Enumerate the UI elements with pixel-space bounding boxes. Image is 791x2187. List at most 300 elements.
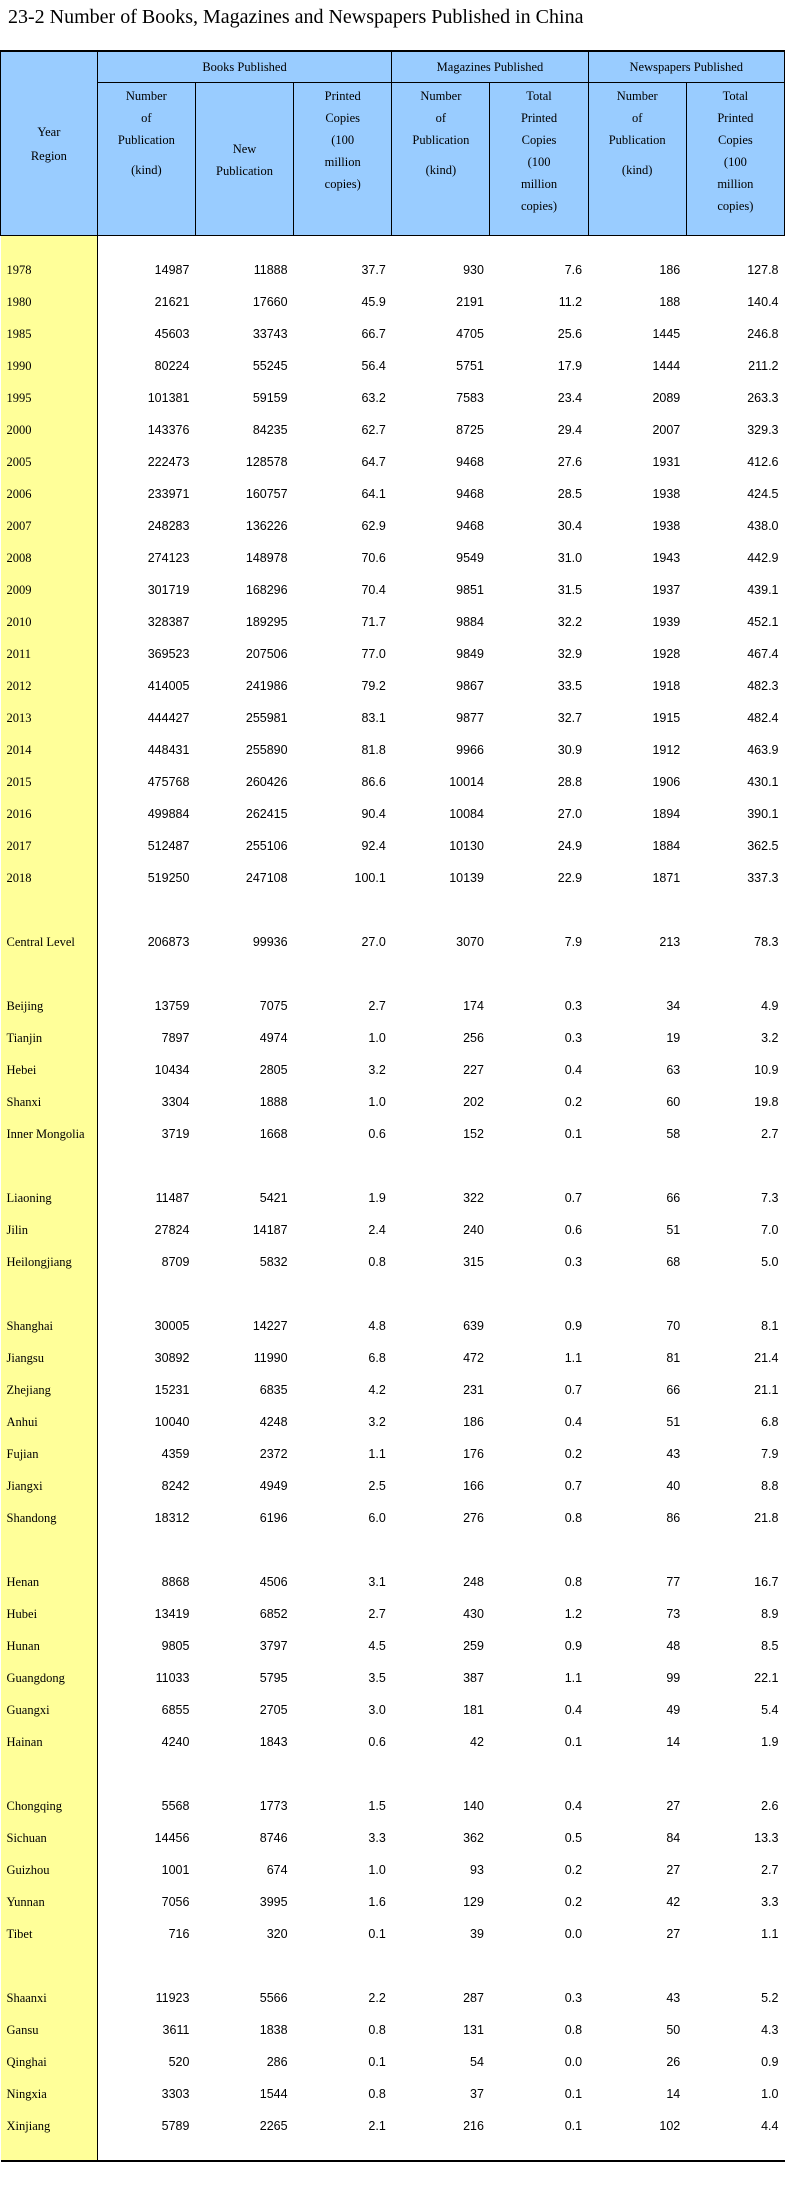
- table-cell: 186: [659, 263, 681, 277]
- table-cell: 19: [666, 1031, 681, 1045]
- table-cell: 1.1: [761, 1927, 779, 1941]
- table-row: [1, 318, 785, 350]
- table-cell: 1939: [652, 615, 681, 629]
- table-cell: 45603: [154, 327, 190, 341]
- table-cell: 320: [266, 1927, 288, 1941]
- table-cell: 27.6: [557, 455, 583, 469]
- table-cell: 5789: [161, 2119, 190, 2133]
- table-row: [1, 1662, 785, 1694]
- table-cell: 4.2: [368, 1383, 386, 1397]
- table-cell: 1.0: [761, 2087, 779, 2101]
- table-cell: 14: [666, 1735, 681, 1749]
- row-label: 2005: [1, 446, 98, 478]
- table-row: [1, 1214, 785, 1246]
- row-label: Sichuan: [1, 1822, 98, 1854]
- table-cell: 3.1: [368, 1575, 386, 1589]
- table-cell: 160757: [245, 487, 288, 501]
- table-cell: 387: [463, 1671, 484, 1685]
- table-row: [1, 1598, 785, 1630]
- table-cell: 337.3: [747, 871, 779, 885]
- table-cell: 0.1: [368, 2055, 386, 2069]
- table-cell: 231: [463, 1383, 484, 1397]
- table-cell: 152: [463, 1127, 484, 1141]
- table-cell: 255890: [245, 743, 288, 757]
- table-cell: 9851: [456, 583, 484, 597]
- table-cell: 263.3: [747, 391, 779, 405]
- table-cell: 19.8: [754, 1095, 779, 1109]
- table-row: [1, 1566, 785, 1598]
- table-cell: 5832: [259, 1255, 288, 1269]
- table-cell: 6196: [259, 1511, 288, 1525]
- table-cell: 27.0: [361, 935, 386, 949]
- table-cell: 0.9: [761, 2055, 779, 2069]
- table-cell: 322: [463, 1191, 484, 1205]
- table-cell: 3.2: [368, 1063, 386, 1077]
- row-label: 2007: [1, 510, 98, 542]
- table-cell: 2705: [259, 1703, 288, 1717]
- table-cell: 93: [470, 1863, 484, 1877]
- table-cell: 17.9: [557, 359, 583, 373]
- table-cell: 472: [463, 1351, 484, 1365]
- spacer-row: [1, 894, 785, 926]
- table-row: [1, 798, 785, 830]
- table-cell: 174: [463, 999, 484, 1013]
- table-cell: 21.4: [754, 1351, 779, 1365]
- table-cell: 70.6: [361, 551, 386, 565]
- table-cell: 78.3: [754, 935, 779, 949]
- table-cell: 5751: [456, 359, 484, 373]
- table-cell: 206873: [147, 935, 190, 949]
- table-row: [1, 1118, 785, 1150]
- table-cell: 71.7: [361, 615, 386, 629]
- table-row: [1, 2110, 785, 2142]
- table-cell: 2805: [259, 1063, 288, 1077]
- table-body: [1, 236, 785, 2162]
- table-cell: 248: [463, 1575, 484, 1589]
- table-cell: 14187: [252, 1223, 288, 1237]
- table-cell: 520: [168, 2055, 190, 2069]
- table-cell: 66.7: [361, 327, 386, 341]
- table-cell: 17660: [252, 295, 288, 309]
- table-cell: 4506: [259, 1575, 288, 1589]
- table-row: [1, 1342, 785, 1374]
- table-cell: 0.8: [368, 2087, 386, 2101]
- table-row: [1, 2078, 785, 2110]
- row-label: 2011: [1, 638, 98, 670]
- table-cell: 3070: [456, 935, 484, 949]
- table-cell: 0.4: [564, 1703, 583, 1717]
- table-cell: 23.4: [557, 391, 583, 405]
- table-cell: 64.1: [361, 487, 386, 501]
- table-cell: 482.4: [747, 711, 779, 725]
- table-cell: 9468: [456, 519, 484, 533]
- table-cell: 188: [659, 295, 681, 309]
- table-cell: 211.2: [748, 359, 779, 373]
- table-cell: 4248: [259, 1415, 288, 1429]
- table-row: [1, 414, 785, 446]
- table-cell: 369523: [147, 647, 190, 661]
- table-cell: 70.4: [361, 583, 386, 597]
- table-cell: 7.6: [564, 263, 583, 277]
- row-header-year: Year: [37, 124, 61, 139]
- table-cell: 50: [666, 2023, 681, 2037]
- table-cell: 2089: [652, 391, 681, 405]
- table-row: [1, 1406, 785, 1438]
- table-cell: 45.9: [361, 295, 386, 309]
- row-label: Shandong: [1, 1502, 98, 1534]
- table-cell: 2.5: [368, 1479, 386, 1493]
- table-cell: 10130: [449, 839, 484, 853]
- table-cell: 259: [463, 1639, 484, 1653]
- table-cell: 412.6: [747, 455, 779, 469]
- table-cell: 2.7: [368, 1607, 386, 1621]
- table-cell: 467.4: [747, 647, 779, 661]
- table-cell: 260426: [245, 775, 288, 789]
- table-row: [1, 1822, 785, 1854]
- table-cell: 0.9: [564, 1639, 583, 1653]
- table-cell: 276: [463, 1511, 484, 1525]
- table-cell: 2.6: [761, 1799, 779, 1813]
- table-cell: 10084: [449, 807, 484, 821]
- books-new-header: New Publication: [195, 83, 293, 236]
- table-cell: 21621: [154, 295, 190, 309]
- table-cell: 0.4: [564, 1415, 583, 1429]
- table-cell: 1773: [259, 1799, 288, 1813]
- table-cell: 0.3: [564, 999, 583, 1013]
- table-cell: 16.7: [754, 1575, 779, 1589]
- table-cell: 8746: [259, 1831, 288, 1845]
- table-cell: 222473: [147, 455, 190, 469]
- table-cell: 42: [666, 1895, 681, 1909]
- table-cell: 9549: [456, 551, 484, 565]
- table-cell: 439.1: [747, 583, 779, 597]
- table-cell: 32.2: [557, 615, 583, 629]
- table-cell: 5566: [259, 1991, 288, 2005]
- table-cell: 1937: [652, 583, 681, 597]
- table-cell: 25.6: [557, 327, 583, 341]
- table-cell: 176: [463, 1447, 484, 1461]
- row-label: Liaoning: [1, 1182, 98, 1214]
- table-cell: 70: [666, 1319, 681, 1333]
- table-cell: 131: [463, 2023, 484, 2037]
- table-cell: 9877: [456, 711, 484, 725]
- table-cell: 92.4: [361, 839, 386, 853]
- table-row: [1, 1246, 785, 1278]
- row-label: Ningxia: [1, 2078, 98, 2110]
- table-cell: 1928: [652, 647, 681, 661]
- table-cell: 2.7: [761, 1127, 779, 1141]
- table-cell: 33743: [252, 327, 288, 341]
- table-cell: 68: [666, 1255, 681, 1269]
- row-label: 2015: [1, 766, 98, 798]
- table-cell: 13419: [154, 1607, 190, 1621]
- row-label: 2006: [1, 478, 98, 510]
- table-cell: 1.1: [564, 1671, 583, 1685]
- table-cell: 5.2: [761, 1991, 779, 2005]
- table-cell: 6.8: [761, 1415, 779, 1429]
- table-cell: 213: [659, 935, 681, 949]
- table-cell: 0.3: [564, 1031, 583, 1045]
- table-cell: 62.7: [361, 423, 386, 437]
- table-cell: 3.2: [761, 1031, 779, 1045]
- table-cell: 1943: [652, 551, 681, 565]
- table-cell: 247108: [245, 871, 288, 885]
- row-label: 2017: [1, 830, 98, 862]
- table-cell: 100.1: [354, 871, 386, 885]
- table-cell: 55245: [252, 359, 288, 373]
- table-cell: 512487: [147, 839, 190, 853]
- table-title: 23-2 Number of Books, Magazines and Newspapers Published in China: [8, 6, 584, 28]
- row-label: Hunan: [1, 1630, 98, 1662]
- table-row: [1, 1630, 785, 1662]
- table-cell: 99936: [252, 935, 288, 949]
- table-row: [1, 1918, 785, 1950]
- table-cell: 0.1: [564, 1735, 583, 1749]
- table-cell: 31.0: [557, 551, 583, 565]
- table-cell: 4.9: [761, 999, 779, 1013]
- table-cell: 1444: [652, 359, 681, 373]
- table-cell: 102: [659, 2119, 681, 2133]
- table-cell: 10.9: [754, 1063, 779, 1077]
- row-label: Chongqing: [1, 1790, 98, 1822]
- table-cell: 143376: [147, 423, 190, 437]
- table-cell: 8.8: [761, 1479, 779, 1493]
- table-cell: 0.6: [368, 1127, 386, 1141]
- table-cell: 329.3: [747, 423, 779, 437]
- table-cell: 0.0: [564, 1927, 583, 1941]
- table-cell: 27.0: [557, 807, 583, 821]
- table-row: [1, 2014, 785, 2046]
- table-cell: 10040: [154, 1415, 190, 1429]
- table-cell: 39: [470, 1927, 484, 1941]
- spacer-row: [1, 1758, 785, 1790]
- table-cell: 1.1: [564, 1351, 583, 1365]
- table-cell: 1938: [652, 487, 681, 501]
- table-cell: 26: [666, 2055, 681, 2069]
- table-cell: 463.9: [747, 743, 779, 757]
- table-cell: 9468: [456, 455, 484, 469]
- table-cell: 7.9: [761, 1447, 779, 1461]
- spacer-row: [1, 1534, 785, 1566]
- table-cell: 21.1: [754, 1383, 779, 1397]
- table-cell: 83.1: [361, 711, 386, 725]
- magazines-number-header: Number of Publication (kind): [392, 83, 490, 236]
- table-cell: 66: [666, 1191, 681, 1205]
- table-cell: 1894: [652, 807, 681, 821]
- row-label: 2008: [1, 542, 98, 574]
- table-cell: 22.1: [754, 1671, 779, 1685]
- row-header-region: Region: [30, 148, 67, 163]
- table-cell: 0.8: [564, 2023, 583, 2037]
- table-cell: 0.6: [564, 1223, 583, 1237]
- table-cell: 140: [463, 1799, 484, 1813]
- table-cell: 430: [463, 1607, 484, 1621]
- spacer-row: [1, 958, 785, 990]
- table-cell: 63: [666, 1063, 681, 1077]
- table-cell: 21.8: [754, 1511, 779, 1525]
- table-row: [1, 1054, 785, 1086]
- table-cell: 11923: [155, 1991, 190, 2005]
- table-cell: 59159: [252, 391, 288, 405]
- row-label: 1990: [1, 350, 98, 382]
- books-printed-header: Printed Copies (100 million copies): [294, 83, 392, 236]
- table-cell: 54: [470, 2055, 484, 2069]
- newspapers-printed-header: Total Printed Copies (100 million copies): [686, 83, 784, 236]
- table-row: [1, 478, 785, 510]
- table-row: [1, 1502, 785, 1534]
- table-cell: 63.2: [361, 391, 386, 405]
- table-cell: 3.2: [368, 1415, 386, 1429]
- table-cell: 0.8: [368, 1255, 386, 1269]
- table-cell: 233971: [147, 487, 190, 501]
- table-cell: 4.8: [368, 1319, 386, 1333]
- table-cell: 240: [463, 1223, 484, 1237]
- row-label: 2018: [1, 862, 98, 894]
- table-cell: 262415: [245, 807, 288, 821]
- table-cell: 0.1: [368, 1927, 386, 1941]
- table-row: [1, 990, 785, 1022]
- table-cell: 2.1: [368, 2119, 386, 2133]
- table-cell: 28.5: [557, 487, 583, 501]
- row-label: 2010: [1, 606, 98, 638]
- table-cell: 3611: [162, 2023, 190, 2037]
- table-cell: 1906: [652, 775, 681, 789]
- table-cell: 37: [470, 2087, 484, 2101]
- table-row: [1, 510, 785, 542]
- table-cell: 5795: [259, 1671, 288, 1685]
- table-cell: 24.9: [557, 839, 583, 853]
- table-cell: 1871: [652, 871, 681, 885]
- table-cell: 29.4: [557, 423, 583, 437]
- table-cell: 51: [666, 1223, 681, 1237]
- table-row: [1, 1726, 785, 1758]
- publication-table: [0, 50, 785, 2162]
- table-cell: 34: [666, 999, 681, 1013]
- table-cell: 32.9: [557, 647, 583, 661]
- table-cell: 0.1: [564, 1127, 583, 1141]
- table-cell: 1445: [652, 327, 681, 341]
- table-cell: 390.1: [747, 807, 779, 821]
- table-cell: 1884: [652, 839, 681, 853]
- table-cell: 1.6: [368, 1895, 386, 1909]
- table-cell: 32.7: [557, 711, 583, 725]
- table-cell: 4.4: [761, 2119, 779, 2133]
- table-cell: 5568: [161, 1799, 190, 1813]
- table-cell: 77.0: [361, 647, 386, 661]
- table-cell: 499884: [147, 807, 190, 821]
- table-cell: 13759: [154, 999, 190, 1013]
- table-cell: 6835: [259, 1383, 288, 1397]
- row-label: Guizhou: [1, 1854, 98, 1886]
- table-cell: 216: [463, 2119, 484, 2133]
- table-cell: 7056: [161, 1895, 190, 1909]
- table-row: [1, 830, 785, 862]
- table-cell: 639: [463, 1319, 484, 1333]
- table-cell: 80224: [154, 359, 190, 373]
- table-cell: 1.9: [761, 1735, 779, 1749]
- table-cell: 30005: [154, 1319, 190, 1333]
- table-cell: 14456: [154, 1831, 190, 1845]
- table-cell: 0.8: [564, 1511, 583, 1525]
- table-cell: 37.7: [361, 263, 386, 277]
- table-cell: 4974: [259, 1031, 288, 1045]
- table-cell: 0.0: [564, 2055, 583, 2069]
- row-label: Gansu: [1, 2014, 98, 2046]
- table-cell: 674: [266, 1863, 288, 1877]
- table-cell: 9468: [456, 487, 484, 501]
- table-cell: 1.1: [368, 1447, 386, 1461]
- table-cell: 3.5: [368, 1671, 386, 1685]
- table-cell: 0.1: [564, 2119, 583, 2133]
- row-label: Shanghai: [1, 1310, 98, 1342]
- table-cell: 181: [463, 1703, 484, 1717]
- row-label: Zhejiang: [1, 1374, 98, 1406]
- table-cell: 4359: [161, 1447, 190, 1461]
- table-row: [1, 446, 785, 478]
- table-cell: 202: [463, 1095, 484, 1109]
- row-label: 2000: [1, 414, 98, 446]
- row-label: Hainan: [1, 1726, 98, 1758]
- table-cell: 14987: [154, 263, 190, 277]
- table-cell: 166: [463, 1479, 484, 1493]
- table-cell: 3995: [259, 1895, 288, 1909]
- table-header: [1, 51, 785, 236]
- table-cell: 4705: [456, 327, 484, 341]
- row-label: 1985: [1, 318, 98, 350]
- row-label: Jiangxi: [1, 1470, 98, 1502]
- table-cell: 438.0: [747, 519, 779, 533]
- table-cell: 84: [666, 1831, 681, 1845]
- table-cell: 43: [666, 1991, 681, 2005]
- table-row: [1, 862, 785, 894]
- row-label: Guangdong: [1, 1662, 98, 1694]
- table-cell: 31.5: [557, 583, 583, 597]
- table-cell: 2007: [652, 423, 681, 437]
- table-cell: 3.0: [368, 1703, 386, 1717]
- table-cell: 362: [463, 1831, 484, 1845]
- table-cell: 0.5: [564, 1831, 583, 1845]
- newspapers-number-header: Number of Publication (kind): [588, 83, 686, 236]
- table-cell: 1838: [259, 2023, 288, 2037]
- table-cell: 0.8: [564, 1575, 583, 1589]
- table-cell: 27: [666, 1863, 681, 1877]
- table-cell: 4.5: [368, 1639, 386, 1653]
- table-cell: 241986: [245, 679, 288, 693]
- table-row: [1, 286, 785, 318]
- table-cell: 22.9: [557, 871, 583, 885]
- table-cell: 248283: [147, 519, 190, 533]
- row-label: Guangxi: [1, 1694, 98, 1726]
- table-cell: 1938: [652, 519, 681, 533]
- table-cell: 79.2: [361, 679, 386, 693]
- table-row: [1, 1182, 785, 1214]
- row-label: 2012: [1, 670, 98, 702]
- table-cell: 1.0: [368, 1863, 386, 1877]
- table-cell: 56.4: [361, 359, 386, 373]
- table-cell: 101381: [147, 391, 190, 405]
- table-cell: 9966: [456, 743, 484, 757]
- table-cell: 30.9: [557, 743, 583, 757]
- table-cell: 30892: [154, 1351, 190, 1365]
- row-label: 1978: [1, 254, 98, 286]
- table-cell: 7.3: [761, 1191, 779, 1205]
- table-cell: 4240: [161, 1735, 190, 1749]
- table-row: [1, 1310, 785, 1342]
- spacer-row: [1, 1278, 785, 1310]
- table-cell: 0.2: [564, 1863, 583, 1877]
- table-cell: 148978: [245, 551, 288, 565]
- table-cell: 3797: [259, 1639, 288, 1653]
